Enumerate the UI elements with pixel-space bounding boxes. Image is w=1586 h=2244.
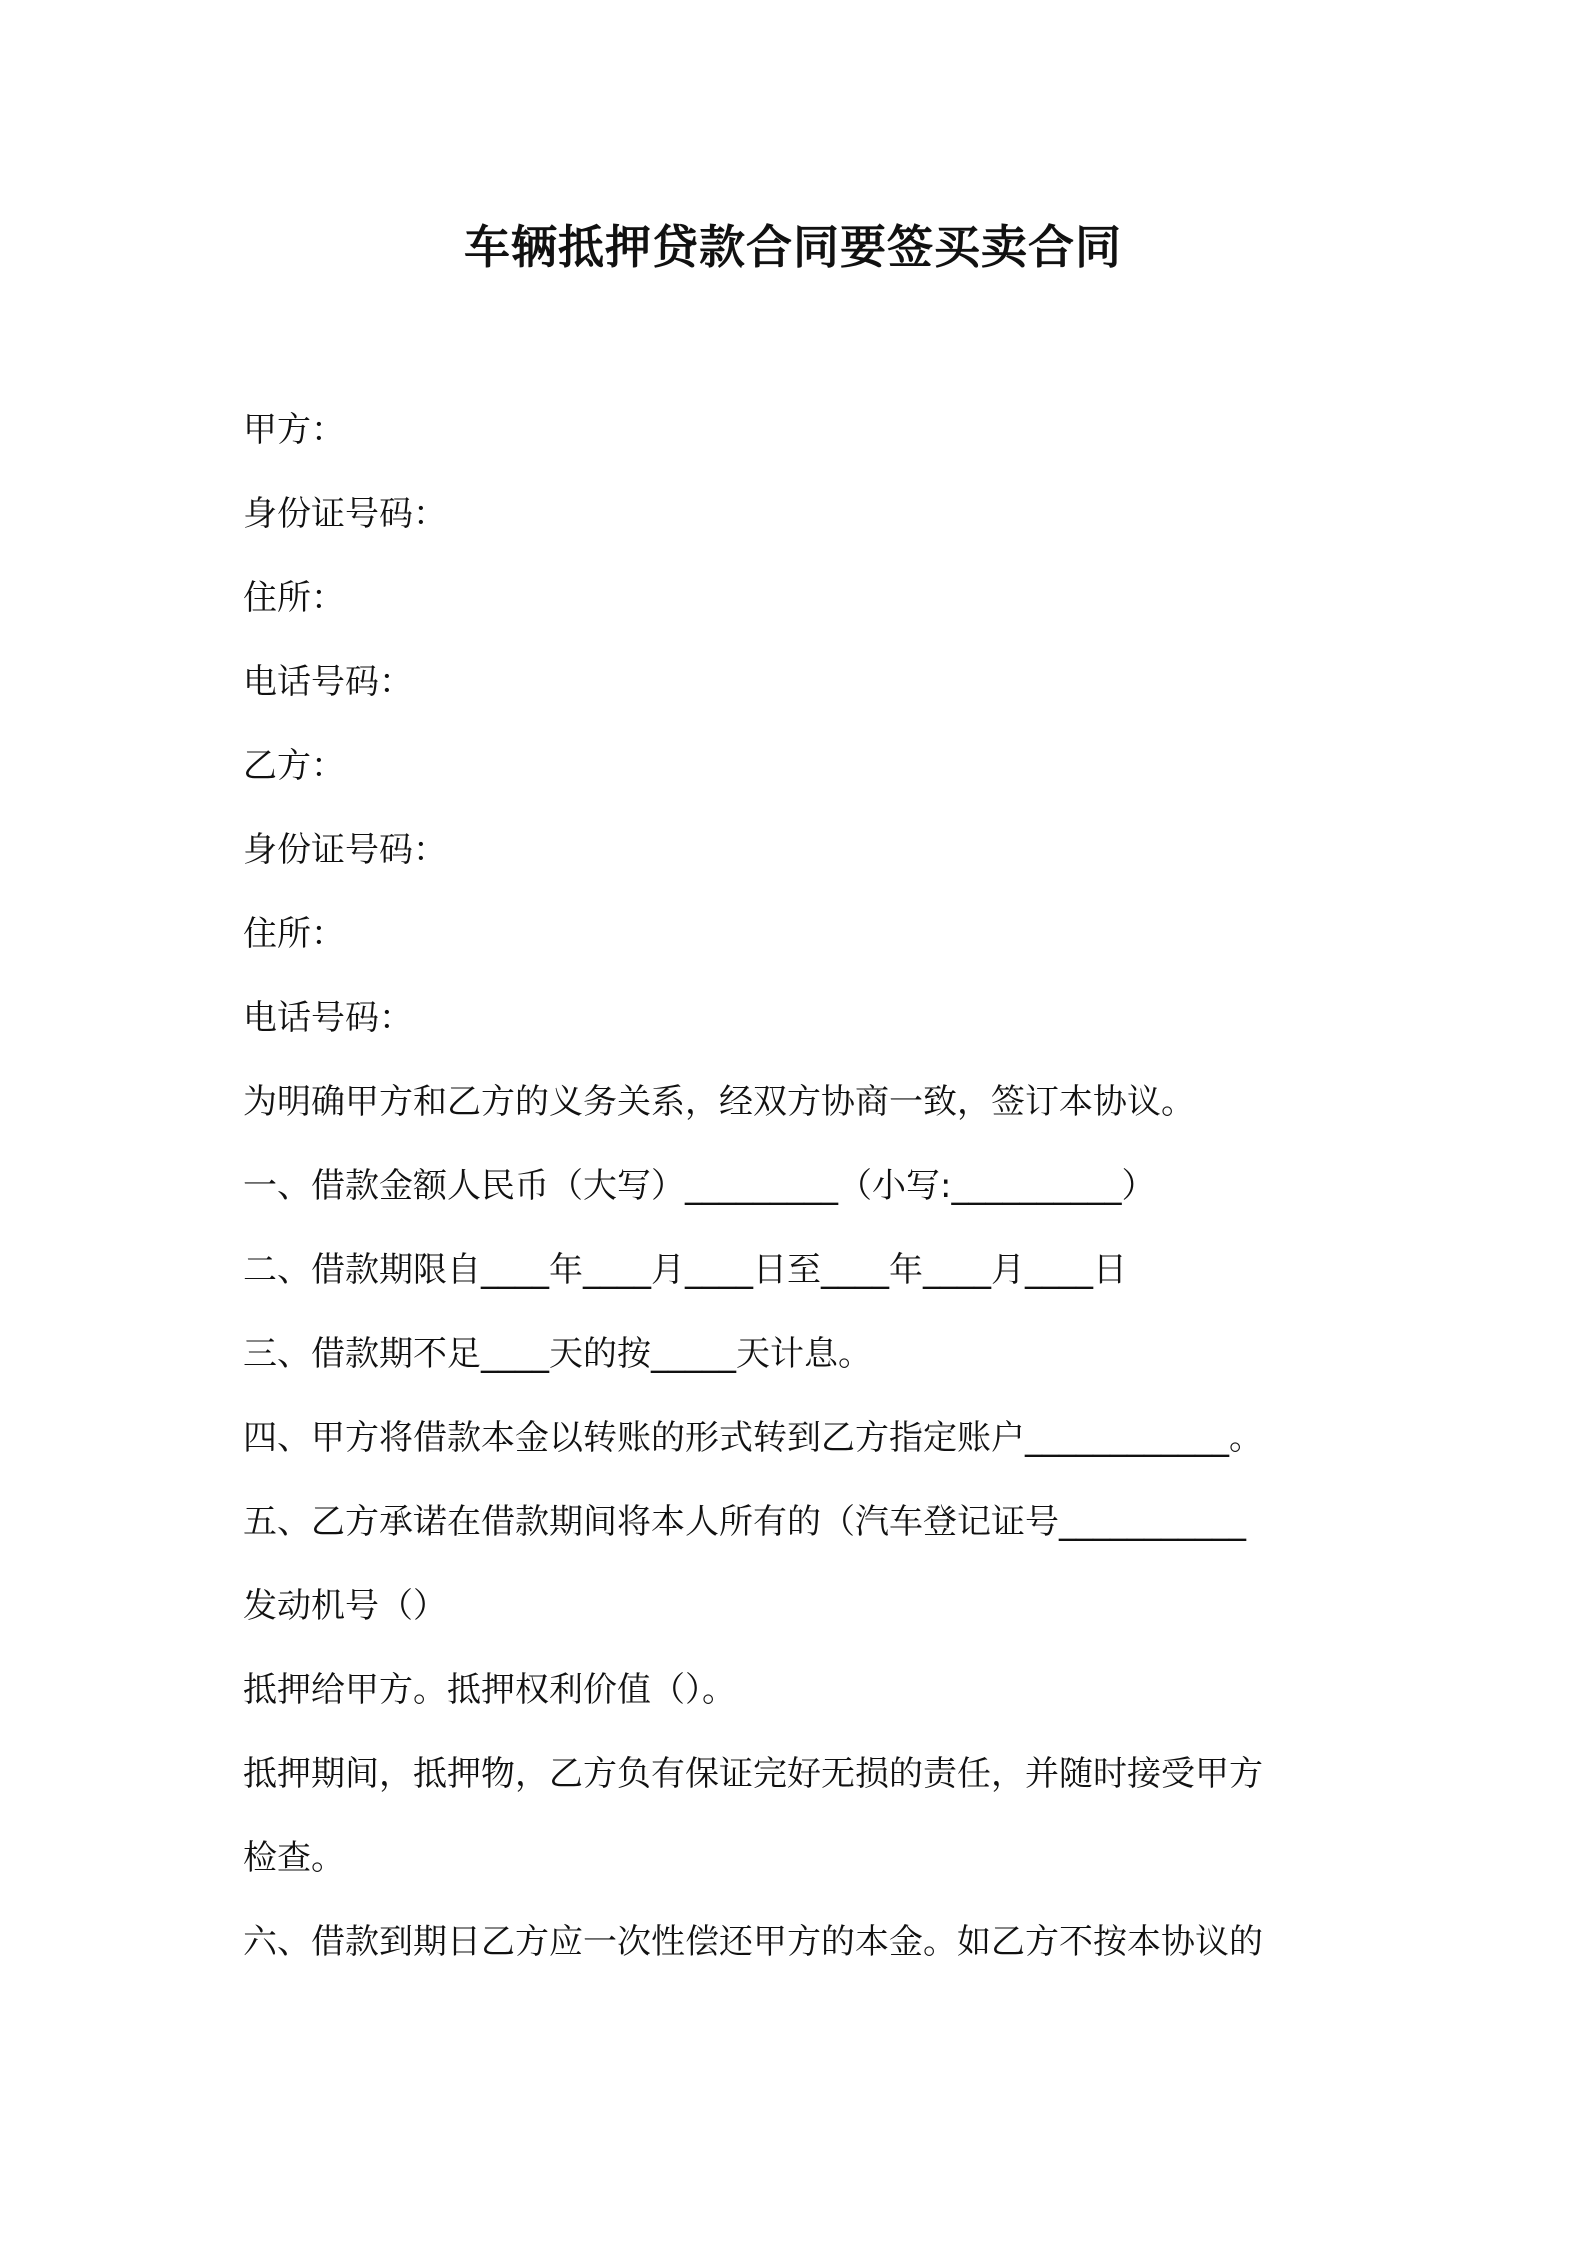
party-a-phone-label: 电话号码： — [243, 662, 413, 702]
clause-5-mortgage-value: 抵押给甲方。抵押权利价值（）。 — [243, 1670, 736, 1710]
party-a-label: 甲方： — [243, 410, 345, 450]
document-title: 车辆抵押贷款合同要签买卖合同 — [464, 220, 1122, 274]
clause-6-repayment: 六、借款到期日乙方应一次性偿还甲方的本金。如乙方不按本协议的 — [243, 1922, 1263, 1962]
preamble-paragraph: 为明确甲方和乙方的义务关系，经双方协商一致，签订本协议。 — [243, 1082, 1195, 1122]
party-a-address-label: 住所： — [243, 578, 345, 618]
party-b-phone-label: 电话号码： — [243, 998, 413, 1038]
clause-5-collateral: 五、乙方承诺在借款期间将本人所有的（汽车登记证号___________ — [243, 1502, 1246, 1542]
clause-5-inspection: 检查。 — [243, 1838, 345, 1878]
clause-5-engine-number: 发动机号（） — [243, 1586, 447, 1626]
party-b-id-label: 身份证号码： — [243, 830, 447, 870]
clause-2-loan-term: 二、借款期限自____年____月____日至____年____月____日 — [243, 1250, 1127, 1290]
party-b-address-label: 住所： — [243, 914, 345, 954]
party-a-id-label: 身份证号码： — [243, 494, 447, 534]
clause-3-interest-days: 三、借款期不足____天的按_____天计息。 — [243, 1334, 872, 1374]
clause-4-transfer: 四、甲方将借款本金以转账的形式转到乙方指定账户____________。 — [243, 1418, 1263, 1458]
party-b-label: 乙方： — [243, 746, 345, 786]
clause-1-loan-amount: 一、借款金额人民币（大写）_________（小写:__________） — [243, 1166, 1156, 1206]
document-body — [243, 405, 1363, 2001]
clause-5-responsibility: 抵押期间，抵押物，乙方负有保证完好无损的责任，并随时接受甲方 — [243, 1754, 1263, 1794]
